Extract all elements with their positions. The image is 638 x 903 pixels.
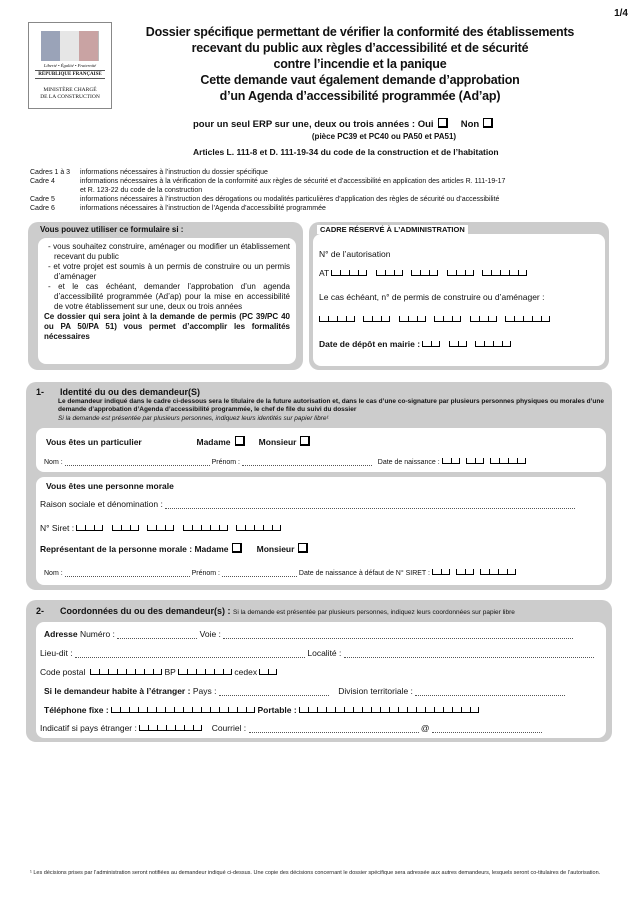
usage-box [28, 222, 303, 370]
madame-checkbox[interactable] [235, 436, 245, 446]
logo-motto: Liberté • Égalité • Fraternité [43, 63, 97, 68]
cadres-legend: Cadres 1 à 3 informations nécessaires à l’instruction du dossier spécifique Cadre 4 informations nécessaires à la vérification de la conformité aux règles de sécurité et d’accessibilité en application des articles R. 111-19-17 et R. 123-22 du code de la construction Cadre 5 informations nécessaires à l’instruction des dérogations ou modalités particulières d’application des règles de sécurité ou d’accessibilité Cadre 6 informations nécessaires à l’instruction de l’Agenda d’accessibilité programmée [30, 169, 506, 212]
section-coordinates [26, 600, 612, 742]
usage-note: Ce dossier qui sera joint à la demande de permis (PC 39/PC 40 ou PA 50/PA 51) vous permet d’accomplir les formalités nécessaires [44, 312, 290, 341]
raison-field[interactable] [165, 501, 575, 509]
permis-label: Le cas échéant, n° de permis de construire ou d’aménager : [319, 292, 545, 302]
usage-title: Vous pouvez utiliser ce formulaire si : [40, 225, 184, 234]
usage-item: - et votre projet est soumis à un permis de construire ou un permis d’aménager [48, 262, 290, 281]
section-desc: Le demandeur indiqué dans le cadre ci-dessous sera le titulaire de la future autorisation et, dans le cas d’une co-signature par plusieurs personnes physiques ou morales d’une demande d’approbation d’Agenda d’accessibilité programmée, le chef de file du suivi du dossier [58, 398, 604, 413]
courriel-domain-field[interactable] [432, 725, 542, 733]
raison-row: Raison sociale et dénomination : [40, 499, 575, 509]
indicatif-field[interactable] [139, 723, 202, 733]
rep-madame-checkbox[interactable] [232, 543, 242, 553]
courriel-field[interactable] [249, 725, 419, 733]
rep-monsieur-checkbox[interactable] [298, 543, 308, 553]
cp-field[interactable] [90, 667, 162, 677]
pays-field[interactable] [219, 688, 329, 696]
voie-field[interactable] [223, 631, 573, 639]
admin-title: CADRE RÉSERVÉ À L’ADMINISTRATION [317, 225, 468, 234]
at-number-field[interactable]: AT [319, 268, 527, 278]
adresse-row: Adresse Numéro : Voie : [44, 629, 573, 639]
usage-item: - vous souhaitez construire, aménager ou modifier un établissement recevant du public [48, 242, 290, 261]
usage-item: - et le cas échéant, demander l’approbation d’un agenda d’accessibilité programmée (Ad’ap) pour la mise en accessibilité de votre établissement sur une, deux ou trois années [48, 282, 290, 311]
tel-field[interactable] [111, 705, 255, 715]
rep-birthdate-field[interactable] [432, 570, 516, 577]
courriel-row: Indicatif si pays étranger : Courriel : @ [40, 723, 542, 733]
admin-box [309, 222, 609, 370]
portable-field[interactable] [299, 705, 479, 715]
pieces-note: (pièce PC39 et PC40 ou PA50 et PA51) [311, 132, 457, 141]
permis-number-field[interactable] [319, 314, 550, 324]
representant-fields: Nom : Prénom : Date de naissance à défaut de N° SIRET : [44, 569, 516, 577]
prenom-field[interactable] [242, 458, 372, 466]
rep-prenom-field[interactable] [222, 569, 297, 577]
logo-ministry: MINISTÈRE CHARGÉ DE LA CONSTRUCTION [40, 87, 100, 100]
non-checkbox[interactable] [483, 118, 493, 128]
lieudit-row: Lieu-dit : Localité : [40, 648, 594, 658]
flag-icon [41, 31, 99, 61]
section-identity [26, 382, 612, 590]
cp-row: Code postal BP cedex [40, 667, 277, 677]
footnote: ¹ Les décisions prises par l’administration seront notifiées au demandeur indiqué ci-dessus. Une copie des décisions concernant le dossier spécifique sera adressée aux autres demandeurs, lesquels seront co-titulaires de l’autorisation. [30, 870, 601, 876]
birthdate-field[interactable] [442, 459, 526, 466]
articles-ref: Articles L. 111-8 et D. 111-19-34 du code de la construction et de l’habitation [193, 147, 499, 157]
section-number: 2- [36, 606, 45, 616]
rep-nom-field[interactable] [65, 569, 190, 577]
logo-republic: RÉPUBLIQUE FRANÇAISE [35, 70, 105, 79]
erp-question: pour un seul ERP sur une, deux ou trois années : Oui Non [193, 118, 493, 130]
page-title: Dossier spécifique permettant de vérifier la conformité des établissements recevant du public aux règles d’accessibilité et de sécurité contre l’incendie et la panique Cette demande vaut également demande d’approbation d’un Agenda d’accessibilité programmée (Ad’ap) [145, 25, 575, 103]
representant-row: Représentant de la personne morale : Madame Monsieur [40, 543, 308, 554]
page-number: 1/4 [614, 8, 628, 19]
numero-field[interactable] [117, 631, 197, 639]
depot-date-field[interactable]: Date de dépôt en mairie : [319, 339, 511, 349]
morale-title: Vous êtes une personne morale [46, 481, 174, 491]
particulier-fields: Nom : Prénom : Date de naissance : [44, 458, 526, 466]
nom-field[interactable] [65, 458, 210, 466]
telephone-row: Téléphone fixe : Portable : [44, 705, 479, 715]
siret-field[interactable]: N° Siret : [40, 523, 281, 533]
particulier-row: Vous êtes un particulier Madame Monsieur [46, 436, 310, 447]
oui-checkbox[interactable] [438, 118, 448, 128]
bp-field[interactable] [178, 667, 232, 677]
section-title: Coordonnées du ou des demandeur(s) : Si la demande est présentée par plusieurs personnes, indiquez leurs coordonnées sur papier libre [60, 606, 515, 616]
localite-field[interactable] [344, 650, 594, 658]
etranger-row: Si le demandeur habite à l’étranger : Pays : Division territoriale : [44, 686, 565, 696]
monsieur-checkbox[interactable] [300, 436, 310, 446]
lieudit-field[interactable] [75, 650, 305, 658]
authorisation-label: N° de l’autorisation [319, 249, 391, 259]
section-number: 1- [36, 387, 45, 397]
section-desc2: Si la demande est présentée par plusieurs personnes, indiquez leurs identités sur papier libre¹ [58, 415, 329, 422]
cedex-field[interactable] [259, 667, 277, 677]
division-field[interactable] [415, 688, 565, 696]
section-title: Identité du ou des demandeur(S) [60, 387, 201, 397]
marianne-logo [28, 22, 112, 109]
